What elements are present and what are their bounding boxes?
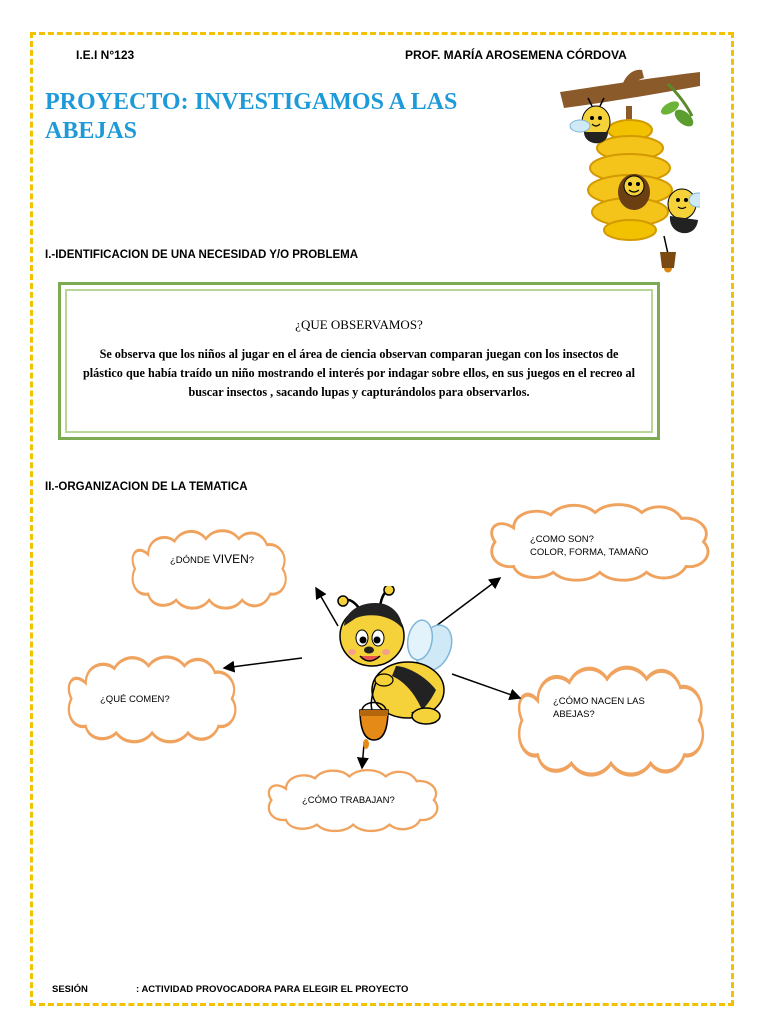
como-nacen-line1: ¿CÓMO NACEN LAS <box>553 696 645 707</box>
como-nacen-line2: ABEJAS? <box>553 709 595 720</box>
observation-heading: ¿QUE OBSERVAMOS? <box>295 317 423 332</box>
project-title: PROYECTO: INVESTIGAMOS A LAS ABEJAS <box>45 89 458 144</box>
bee-illustration <box>336 586 456 750</box>
bubble-como-trabajan: ¿CÓMO TRABAJAN? <box>302 795 395 806</box>
section-1-title: I.-IDENTIFICACION DE UNA NECESIDAD Y/O PROBLEMA <box>45 249 359 261</box>
footer-session-label: SESIÓN <box>52 984 88 995</box>
bubble-que-comen: ¿QUÉ COMEN? <box>100 694 170 705</box>
arrow-to-como-nacen <box>452 674 520 698</box>
school-name: I.E.I N°123 <box>76 48 135 62</box>
teacher-name: PROF. MARÍA AROSEMENA CÓRDOVA <box>405 48 627 62</box>
donde-viven-word: VIVEN <box>212 552 249 566</box>
como-son-line2: COLOR, FORMA, TAMAÑO <box>530 547 649 558</box>
donde-viven-pre: ¿DÓNDE <box>170 555 213 566</box>
observation-text: Se observa que los niños al jugar en el área de ciencia observan comparan juegan con los insectos de plástico que había traído un niño mostrando el interés por indagar sobre ellos, en sus juegos en el recreo al buscar insectos , sacando lupas y capturándolos para observarlos. <box>82 347 636 399</box>
como-son-line1: ¿COMO SON? <box>530 534 594 545</box>
section-2-title: II.-ORGANIZACION DE LA TEMATICA <box>45 481 248 493</box>
arrow-to-que-comen <box>224 658 302 668</box>
arrow-to-donde-viven <box>316 588 338 626</box>
footer-session-value: : ACTIVIDAD PROVOCADORA PARA ELEGIR EL PROYECTO <box>136 984 409 995</box>
donde-viven-post: ? <box>248 555 255 566</box>
